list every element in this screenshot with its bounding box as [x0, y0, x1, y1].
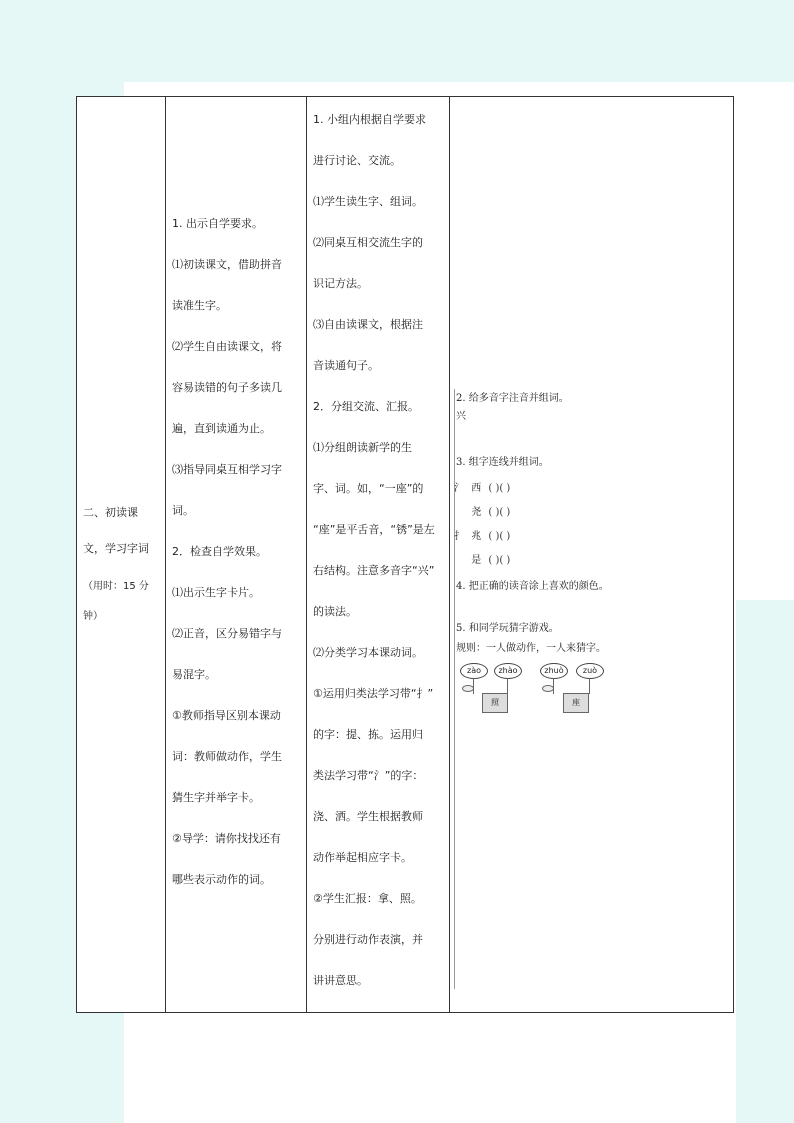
student-activity-line: ①运用归类法学习带“扌”	[313, 687, 434, 700]
stage-title-line2: 文，学习字词	[83, 542, 149, 555]
student-activity-line: 浇、洒。学生根据教师	[313, 810, 423, 823]
student-activity-line: ⑴学生读生字、组词。	[313, 195, 423, 208]
q3-row-1	[454, 479, 510, 494]
pot2-flower-a: zhuò	[540, 663, 568, 679]
teacher-activity-line: ①教师指导区别本课动	[172, 709, 281, 722]
question-2-char: 兴	[456, 411, 466, 422]
student-activity-line: ⑴分组朗读新学的生	[313, 441, 412, 454]
student-activity-line: 2．分组交流、汇报。	[313, 400, 419, 413]
q3-row-3	[454, 527, 510, 542]
teacher-activity-line: 易混字。	[172, 668, 216, 681]
teacher-activity-line: ⑴出示生字卡片。	[172, 586, 260, 599]
student-activity-line: 动作举起相应字卡。	[313, 851, 412, 864]
pot2-flower-b: zuò	[576, 663, 604, 679]
q3-parens-1: ( )( )	[488, 483, 511, 494]
q3-char-1: 西	[471, 483, 482, 494]
student-activity-line: ⑶自由读课文，根据注	[313, 318, 423, 331]
student-activity-column	[307, 97, 450, 1012]
question-2: 2. 给多音字注音并组词。	[456, 393, 569, 404]
student-activity-line: ②学生汇报：拿、照。	[313, 892, 422, 905]
teacher-activity-line: ⑴初读课文，借助拼音	[172, 258, 282, 271]
pot2-stem-b	[589, 678, 590, 694]
pot1-stem-b	[507, 678, 508, 694]
student-activity-line: 分别进行动作表演，并	[313, 933, 423, 946]
stage-title-line1: 二、初读课	[83, 506, 138, 519]
student-activity-line: ⑵同桌互相交流生字的	[313, 236, 423, 249]
teacher-activity-line: 哪些表示动作的词。	[172, 873, 271, 886]
student-activity-line: 的字：提、拣。运用归	[313, 728, 423, 741]
teacher-activity-line: 猜生字并举字卡。	[172, 791, 260, 804]
q3-parens-2: ( )( )	[488, 507, 511, 518]
student-activity-line: 字、词。如，“一座”的	[313, 482, 424, 495]
q3-char-2: 尧	[471, 507, 482, 518]
teacher-activity-line: 遍，直到读通为止。	[172, 422, 271, 435]
q3-parens-3: ( )( )	[488, 531, 511, 542]
pot1-flower-a: zào	[460, 663, 488, 679]
teacher-activity-line: ⑵学生自由读课文，将	[172, 340, 282, 353]
teacher-activity-column	[166, 97, 307, 1012]
exercise-column	[450, 97, 734, 1012]
stage-column	[77, 97, 166, 1012]
teacher-activity-line: 词：教师做动作，学生	[172, 750, 282, 763]
question-5: 5. 和同学玩猜字游戏。	[456, 623, 559, 634]
student-activity-line: ⑵分类学习本课动词。	[313, 646, 423, 659]
student-activity-line: 右结构。注意多音字“兴”	[313, 564, 435, 577]
q3-radical-1: 氵	[454, 483, 464, 494]
student-activity-line: 1. 小组内根据自学要求	[313, 113, 426, 126]
q3-char-3: 兆	[471, 531, 482, 542]
student-activity-line: 讲讲意思。	[313, 974, 368, 987]
student-activity-line: 音读通句子。	[313, 359, 379, 372]
q3-char-4: 是	[471, 555, 482, 566]
student-activity-line: 的读法。	[313, 605, 357, 618]
teacher-activity-line: 容易读错的句子多读几	[172, 381, 282, 394]
pot2-leaf	[542, 685, 554, 692]
stage-time-line1: （用时：15 分	[83, 581, 149, 592]
teacher-activity-line: 词。	[172, 504, 194, 517]
question-5-rule: 规则：一人做动作，一人来猜字。	[456, 643, 606, 654]
teacher-activity-line: 2．检查自学效果。	[172, 545, 267, 558]
question-3: 3. 组字连线并组词。	[456, 457, 549, 468]
student-activity-line: 类法学习带“氵”的字：	[313, 769, 424, 782]
teacher-activity-line: ⑶指导同桌互相学习字	[172, 463, 282, 476]
stage-time-line2: 钟）	[83, 611, 103, 622]
teacher-activity-line: ②导学：请你找找还有	[172, 832, 281, 845]
lesson-plan-table	[76, 96, 734, 1013]
teacher-activity-line: 读准生字。	[172, 299, 227, 312]
pot1-flower-b: zhào	[494, 663, 522, 679]
student-activity-line: “座”是平舌音，“锈”是左	[313, 523, 435, 536]
teacher-activity-line: 1. 出示自学要求。	[172, 217, 263, 230]
right-margin-band	[736, 600, 794, 1123]
teacher-activity-line: ⑵正音，区分易错字与	[172, 627, 282, 640]
flower-pots-illustration	[460, 663, 700, 723]
pot2-pot: 座	[563, 693, 589, 713]
q3-radical-3: 扌	[454, 531, 464, 542]
q3-row-2	[454, 503, 510, 518]
pot1-leaf	[462, 685, 474, 692]
q3-parens-4: ( )( )	[488, 555, 511, 566]
q3-row-4	[454, 551, 510, 566]
student-activity-line: 识记方法。	[313, 277, 368, 290]
pot1-pot: 照	[482, 693, 508, 713]
question-4: 4. 把正确的读音涂上喜欢的颜色。	[456, 581, 609, 592]
student-activity-line: 进行讨论、交流。	[313, 154, 401, 167]
